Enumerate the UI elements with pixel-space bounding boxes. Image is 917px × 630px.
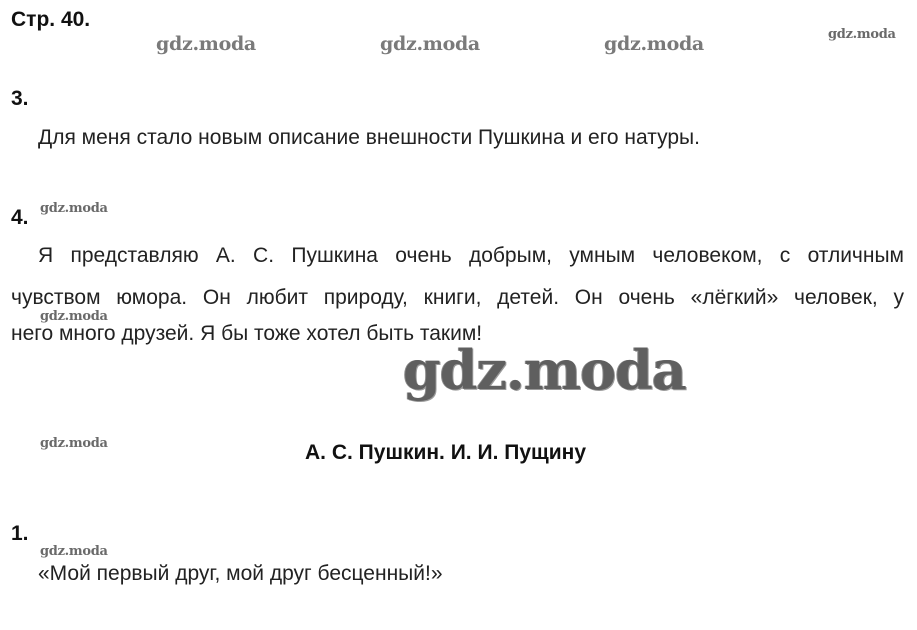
watermark: gdz.moda [40, 544, 108, 559]
watermark: gdz.moda [604, 33, 704, 55]
watermark: gdz.moda [828, 27, 896, 42]
task-1-text: «Мой первый друг, мой друг бесценный!» [38, 562, 443, 585]
watermark: gdz.moda [156, 33, 256, 55]
watermark: gdz.moda [40, 436, 108, 451]
task-3-number: 3. [11, 87, 29, 110]
task-3-text: Для меня стало новым описание внешности Пушкина и его натуры. [38, 126, 700, 149]
watermark: gdz.moda [40, 309, 108, 324]
watermark: gdz.moda [380, 33, 480, 55]
task-4-line-3: него много друзей. Я бы тоже хотел быть таким! [11, 322, 483, 345]
page-label: Стр. 40. [11, 8, 91, 31]
task-4-line-2: чувством юмора. Он любит природу, книги, детей. Он очень «лёгкий» человек, у [11, 286, 904, 309]
task-4-number: 4. [11, 206, 29, 229]
section-title: А. С. Пушкин. И. И. Пущину [305, 441, 587, 464]
watermark: gdz.moda [40, 201, 108, 216]
task-1-number: 1. [11, 522, 29, 545]
task-4-line-1: Я представляю А. С. Пушкина очень добрым, умным человеком, с отличным [38, 244, 904, 267]
watermark-large: gdz.moda [403, 338, 686, 402]
